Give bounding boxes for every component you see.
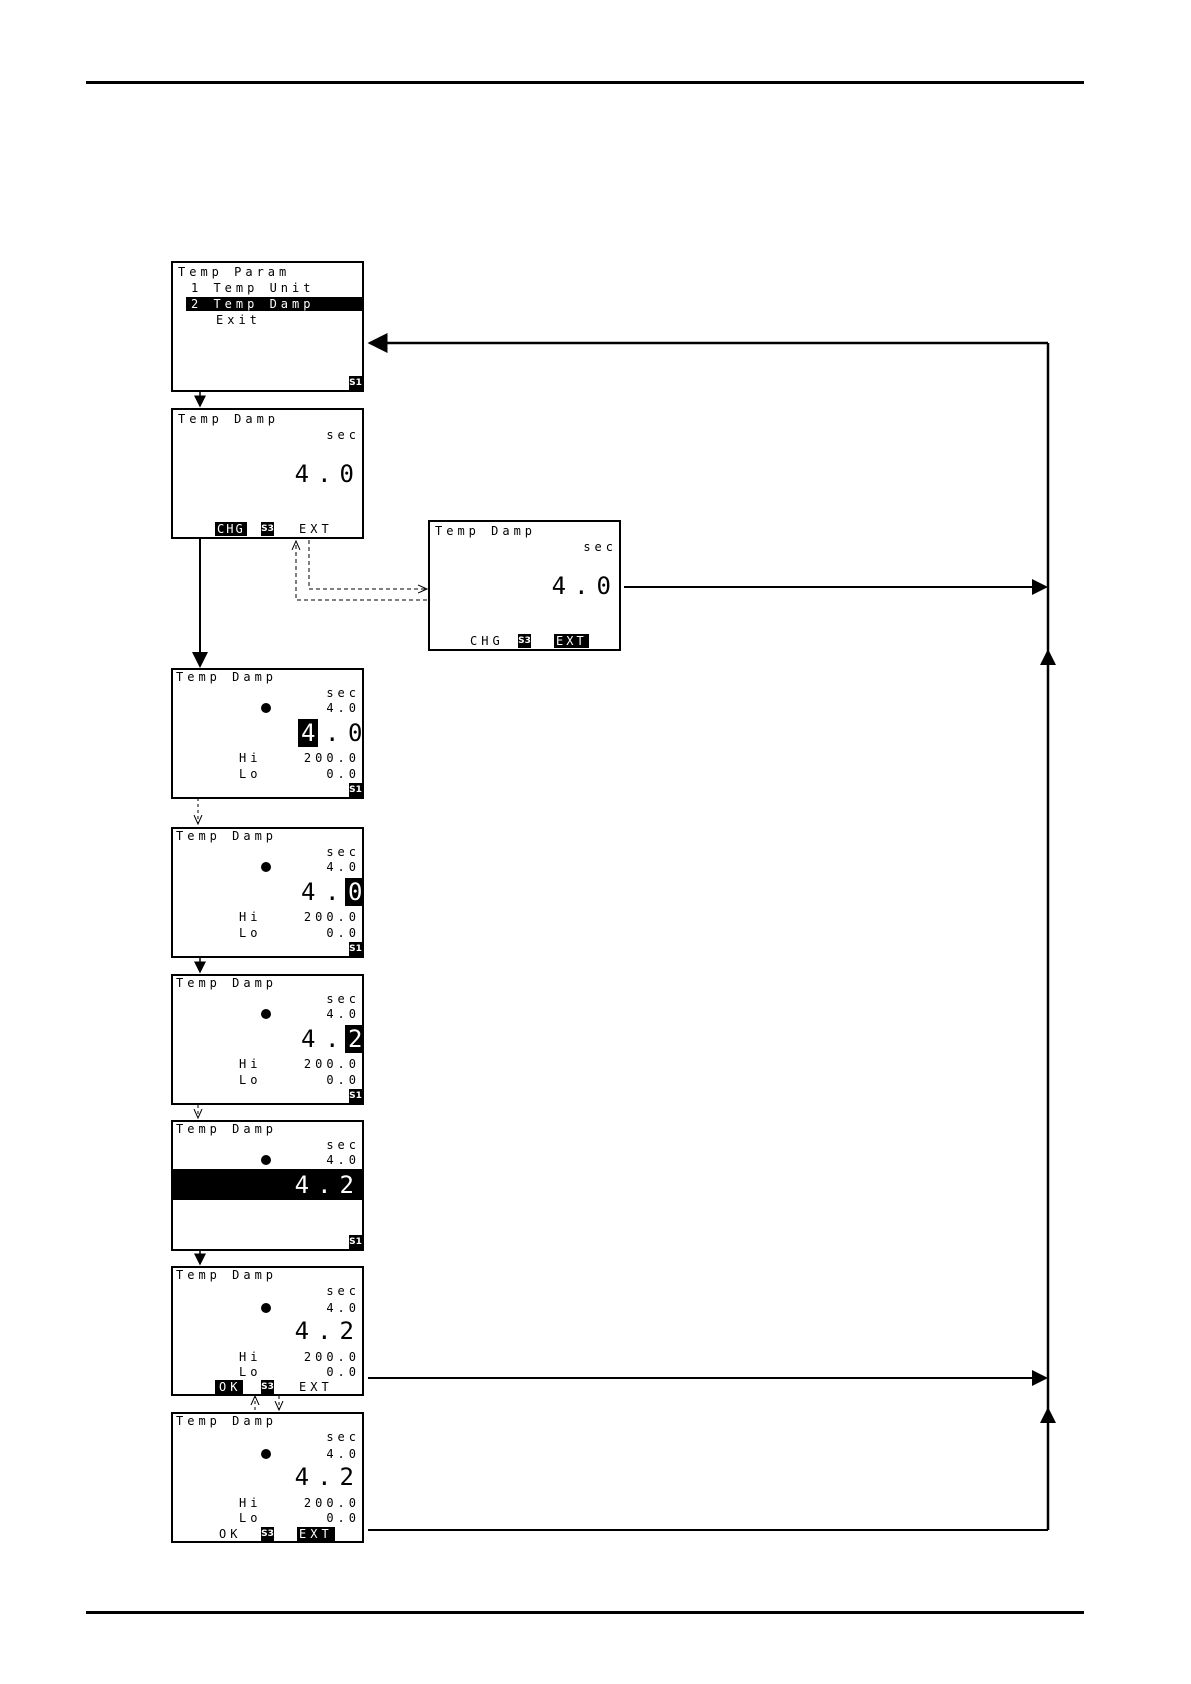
s3-badge: S3 (261, 1529, 274, 1539)
menu-item-temp-unit[interactable]: 1 Temp Unit (191, 281, 315, 295)
menu-item-temp-damp[interactable]: 2 Temp Damp (191, 297, 315, 311)
lo-value: 0.0 (326, 1073, 360, 1087)
decimal-separator: . (325, 719, 340, 747)
s1-badge: S1 (349, 785, 362, 795)
status-dot-icon (261, 1303, 271, 1313)
value-display[interactable]: 4.2 (294, 1171, 362, 1199)
screen-title: Temp Damp (435, 524, 537, 538)
s1-badge: S1 (349, 1237, 362, 1247)
chg-softkey[interactable]: CHG (470, 634, 504, 648)
lo-label: Lo (239, 1365, 262, 1379)
hi-value: 200.0 (303, 751, 360, 765)
s1-badge: S1 (349, 944, 362, 954)
ext-softkey[interactable]: EXT (299, 1527, 333, 1541)
current-value: 4.0 (326, 1301, 360, 1315)
menu-title: Temp Param (178, 265, 291, 279)
hi-value: 200.0 (303, 1057, 360, 1071)
edit-screen-1 (171, 668, 364, 799)
lo-value: 0.0 (326, 926, 360, 940)
hi-value: 200.0 (303, 1350, 360, 1364)
screen-title: Temp Damp (178, 412, 280, 426)
hi-label: Hi (239, 1350, 262, 1364)
s3-badge: S3 (518, 636, 531, 646)
dashed-to-ext (309, 540, 427, 589)
status-dot-icon (261, 1009, 271, 1019)
current-value: 4.0 (326, 1447, 360, 1461)
value-display: 4.0 (551, 572, 619, 600)
unit-label: sec (326, 428, 360, 442)
unit-label: sec (326, 1284, 360, 1298)
current-value: 4.0 (326, 860, 360, 874)
s3-badge: S3 (261, 1382, 274, 1392)
screen-title: Temp Damp (176, 976, 278, 990)
unit-label: sec (326, 686, 360, 700)
screen-title: Temp Damp (176, 1122, 278, 1136)
screen-title: Temp Damp (176, 670, 278, 684)
unit-label: sec (583, 540, 617, 554)
lo-label: Lo (239, 1073, 262, 1087)
confirm-screen (171, 1120, 364, 1251)
damp-view-ext-screen (428, 520, 621, 651)
unit-label: sec (326, 992, 360, 1006)
current-value: 4.0 (326, 1007, 360, 1021)
current-value: 4.0 (326, 1153, 360, 1167)
ok-softkey[interactable]: OK (219, 1527, 242, 1541)
hi-value: 200.0 (303, 910, 360, 924)
unit-label: sec (326, 1430, 360, 1444)
ext-softkey[interactable]: EXT (556, 634, 587, 648)
hi-value: 200.0 (303, 1496, 360, 1510)
screen-title: Temp Damp (176, 829, 278, 843)
digit-1[interactable]: 4 (301, 878, 316, 906)
edit-screen-2 (171, 827, 364, 958)
ext-softkey[interactable]: EXT (299, 522, 333, 536)
digit-2[interactable]: 0 (348, 719, 363, 747)
chg-softkey[interactable]: CHG (217, 522, 245, 536)
value-display: 4.2 (294, 1317, 362, 1345)
screen-title: Temp Damp (176, 1268, 278, 1282)
ok-screen (171, 1266, 364, 1396)
hi-label: Hi (239, 751, 262, 765)
s1-badge: S1 (349, 1091, 362, 1101)
screen-title: Temp Damp (176, 1414, 278, 1428)
current-value: 4.0 (326, 701, 360, 715)
ok-softkey[interactable]: OK (215, 1380, 243, 1394)
s1-badge: S1 (349, 378, 362, 388)
value-display: 4.2 (294, 1463, 362, 1491)
hi-label: Hi (239, 910, 262, 924)
decimal-separator: . (325, 1025, 340, 1053)
lo-value: 0.0 (326, 767, 360, 781)
s3-badge: S3 (261, 524, 274, 534)
ext-softkey[interactable]: EXT (299, 1380, 333, 1394)
digit-2-selected[interactable]: 2 (345, 1025, 364, 1053)
lo-label: Lo (239, 1511, 262, 1525)
lo-value: 0.0 (326, 1511, 360, 1525)
lo-label: Lo (239, 767, 262, 781)
dashed-from-ext (296, 541, 427, 600)
menu-item-exit[interactable]: Exit (216, 313, 261, 327)
digit-2-selected[interactable]: 0 (345, 878, 364, 906)
damp-view-screen (171, 408, 364, 539)
lo-label: Lo (239, 926, 262, 940)
ok-ext-screen (171, 1412, 364, 1543)
unit-label: sec (326, 845, 360, 859)
value-display: 4.0 (294, 460, 362, 488)
status-dot-icon (261, 703, 271, 713)
status-dot-icon (261, 1449, 271, 1459)
status-dot-icon (261, 1155, 271, 1165)
lo-value: 0.0 (326, 1365, 360, 1379)
unit-label: sec (326, 1138, 360, 1152)
digit-1[interactable]: 4 (301, 1025, 316, 1053)
hi-label: Hi (239, 1057, 262, 1071)
menu-screen (171, 261, 364, 392)
digit-1-selected[interactable]: 4 (298, 719, 318, 747)
hi-label: Hi (239, 1496, 262, 1510)
decimal-separator: . (325, 878, 340, 906)
status-dot-icon (261, 862, 271, 872)
edit-screen-3 (171, 974, 364, 1105)
